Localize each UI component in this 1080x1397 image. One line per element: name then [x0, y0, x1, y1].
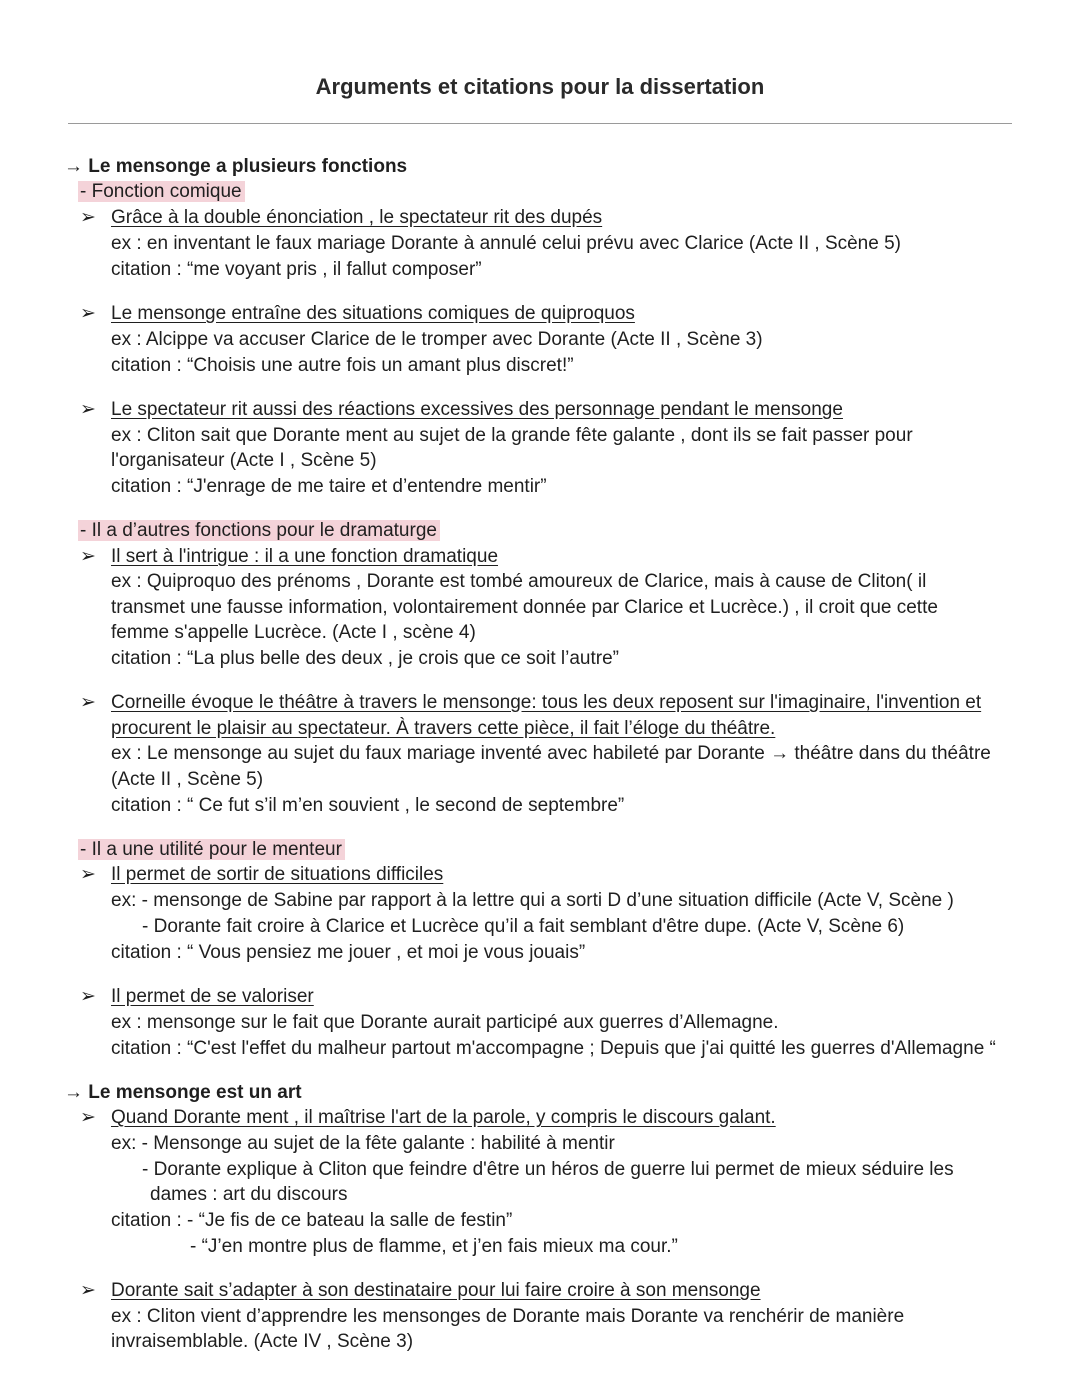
- example-line: - Dorante explique à Cliton que feindre d'être un héros de guerre lui permet de mieux séduire les: [142, 1159, 954, 1180]
- argument-heading: procurent le plaisir au spectateur. À travers cette pièce, il fait l’éloge du théâtre.: [111, 718, 776, 739]
- citation-line: citation : “me voyant pris , il fallut composer”: [111, 259, 482, 280]
- subsection-heading: - Il a une utilité pour le menteur: [78, 839, 345, 860]
- argument-heading: Il sert à l'intrigue : il a une fonction dramatique: [111, 546, 499, 567]
- bullet-icon: ➢: [80, 692, 96, 713]
- citation-line: - “J’en montre plus de flamme, et j’en fais mieux ma cour.”: [190, 1236, 678, 1257]
- subsection-heading: - Il a d’autres fonctions pour le dramaturge: [78, 520, 440, 541]
- example-line: - Dorante fait croire à Clarice et Lucrèce qu’il a fait semblant d'être dupe. (Acte V, Scène 6): [142, 916, 905, 937]
- bullet-icon: ➢: [80, 986, 96, 1007]
- bullet-icon: ➢: [80, 303, 96, 324]
- title-divider: [68, 123, 1012, 124]
- bullet-icon: ➢: [80, 399, 96, 420]
- citation-line: citation : “C'est l'effet du malheur partout m'accompagne ; Depuis que j'ai quitté les guerres d'Allemagne “: [111, 1038, 996, 1059]
- example-line: ex : mensonge sur le fait que Dorante aurait participé aux guerres d’Allemagne.: [111, 1012, 779, 1033]
- argument-heading: Corneille évoque le théâtre à travers le mensonge: tous les deux reposent sur l'imaginaire, l'invention et: [111, 692, 982, 713]
- argument-heading: Grâce à la double énonciation , le spectateur rit des dupés: [111, 207, 603, 228]
- citation-line: citation : “Choisis une autre fois un amant plus discret!”: [111, 355, 574, 376]
- example-line: l'organisateur (Acte I , Scène 5): [111, 450, 377, 471]
- example-line: ex : Alcippe va accuser Clarice de le tromper avec Dorante (Acte II , Scène 3): [111, 329, 763, 350]
- argument-heading: Quand Dorante ment , il maîtrise l'art de la parole, y compris le discours galant.: [111, 1107, 776, 1128]
- bullet-icon: ➢: [80, 546, 96, 567]
- example-line: dames : art du discours: [150, 1184, 348, 1205]
- argument-heading: Le spectateur rit aussi des réactions excessives des personnage pendant le mensonge: [111, 399, 843, 420]
- bullet-icon: ➢: [80, 1280, 96, 1301]
- example-line: ex : Le mensonge au sujet du faux mariage inventé avec habileté par Dorante → théâtre dans du théâtre: [111, 743, 991, 764]
- section-heading: → Le mensonge a plusieurs fonctions: [64, 156, 408, 177]
- citation-line: citation : “La plus belle des deux , je crois que ce soit l’autre”: [111, 648, 619, 669]
- citation-line: citation : “J'enrage de me taire et d’entendre mentir”: [111, 476, 547, 497]
- subsection-heading: - Fonction comique: [78, 181, 245, 202]
- example-line: ex : en inventant le faux mariage Dorante à annulé celui prévu avec Clarice (Acte II , Scène 5): [111, 233, 901, 254]
- example-line: transmet une fausse information, volontairement donnée par Clarice et Lucrèce.) , il croit que cette: [111, 597, 938, 618]
- argument-heading: Dorante sait s’adapter à son destinataire pour lui faire croire à son mensonge: [111, 1280, 761, 1301]
- citation-line: citation : “ Vous pensiez me jouer , et moi je vous jouais”: [111, 942, 586, 963]
- citation-line: citation : - “Je fis de ce bateau la salle de festin”: [111, 1210, 513, 1231]
- example-line: invraisemblable. (Acte IV , Scène 3): [111, 1331, 414, 1352]
- example-line: ex: - Mensonge au sujet de la fête galante : habilité à mentir: [111, 1133, 615, 1154]
- example-line: (Acte II , Scène 5): [111, 769, 264, 790]
- section-heading: → Le mensonge est un art: [64, 1082, 302, 1103]
- bullet-icon: ➢: [80, 207, 96, 228]
- example-line: femme s'appelle Lucrèce. (Acte I , scène 4): [111, 622, 476, 643]
- example-line: ex: - mensonge de Sabine par rapport à la lettre qui a sorti D d’une situation difficile (Acte V, Scène ): [111, 890, 954, 911]
- example-line: ex : Cliton vient d’apprendre les mensonges de Dorante mais Dorante va renchérir de manière: [111, 1306, 905, 1327]
- argument-heading: Il permet de se valoriser: [111, 986, 314, 1007]
- argument-heading: Le mensonge entraîne des situations comiques de quiproquos: [111, 303, 635, 324]
- bullet-icon: ➢: [80, 1107, 96, 1128]
- argument-heading: Il permet de sortir de situations difficiles: [111, 864, 444, 885]
- example-line: ex : Quiproquo des prénoms , Dorante est tombé amoureux de Clarice, mais à cause de Cliton( il: [111, 571, 927, 592]
- citation-line: citation : “ Ce fut s’il m’en souvient , le second de septembre”: [111, 795, 625, 816]
- bullet-icon: ➢: [80, 864, 96, 885]
- example-line: ex : Cliton sait que Dorante ment au sujet de la grande fête galante , dont ils se fait passer pour: [111, 425, 913, 446]
- page-title: Arguments et citations pour la dissertation: [315, 74, 765, 99]
